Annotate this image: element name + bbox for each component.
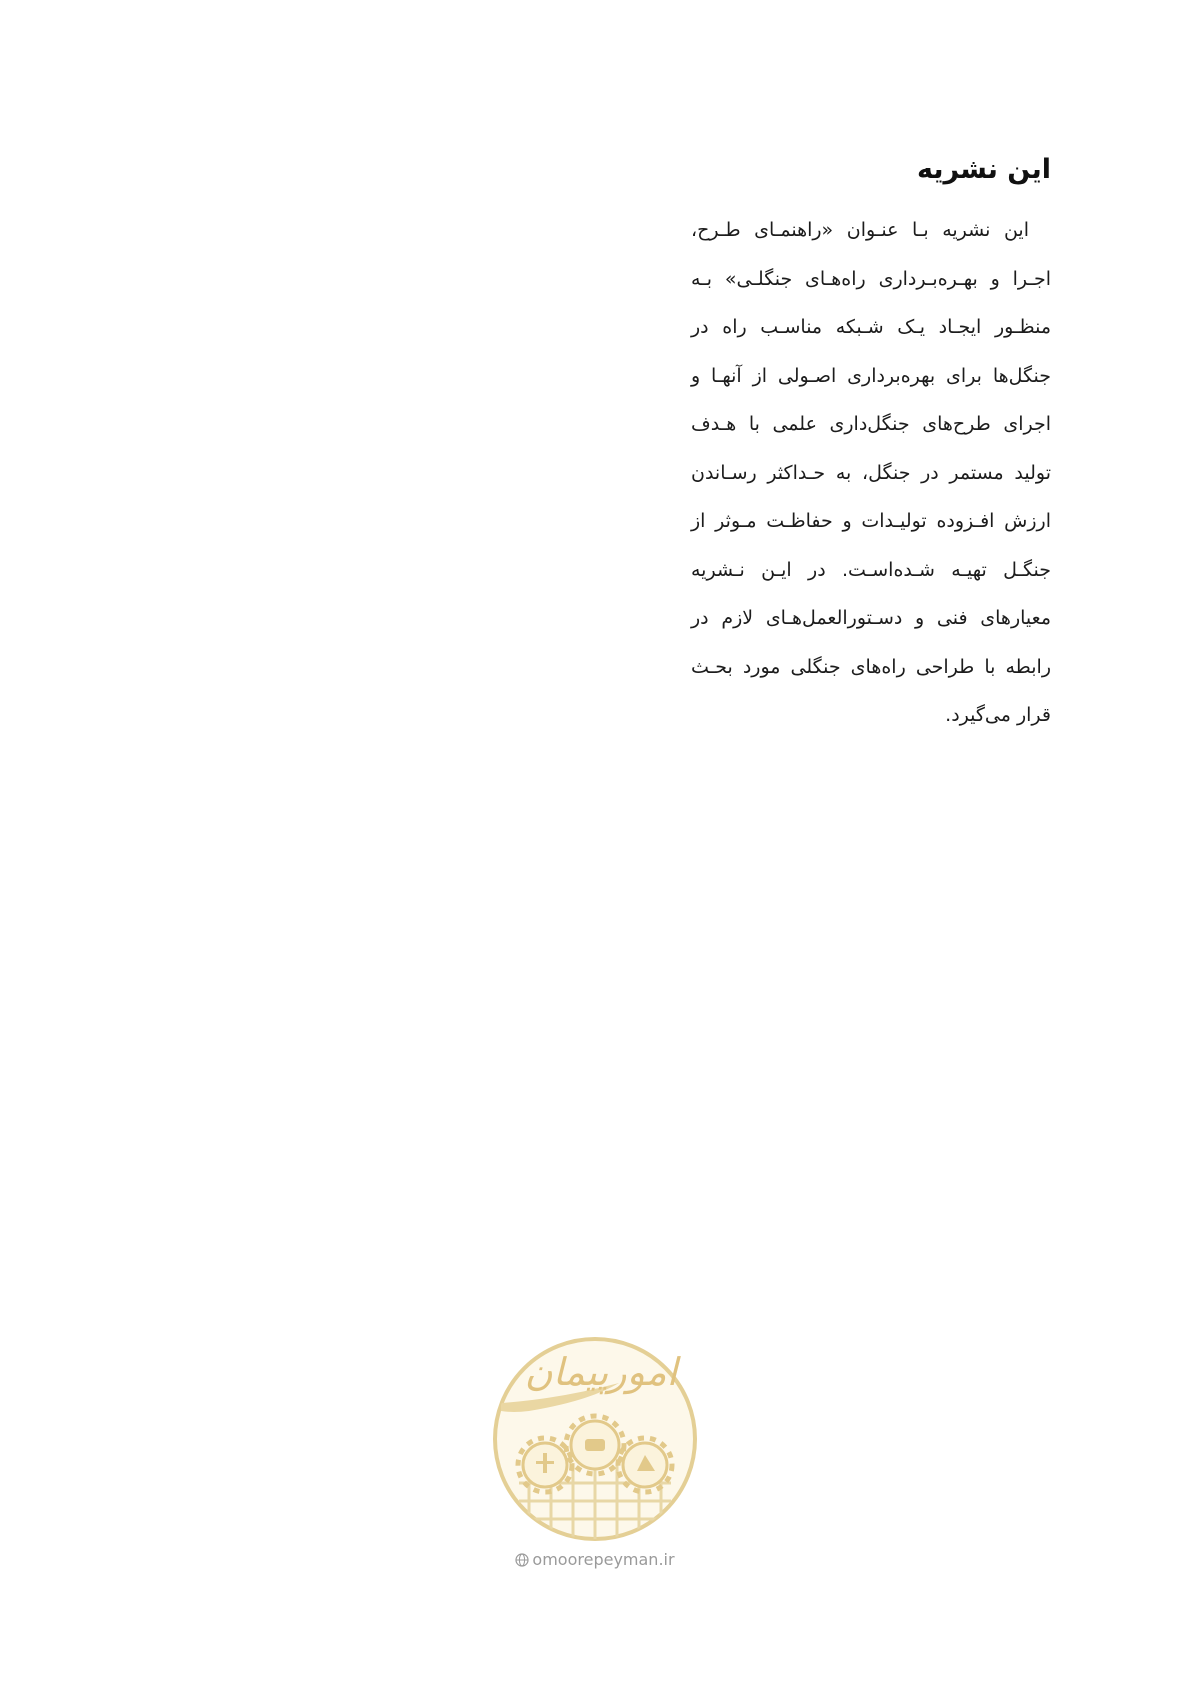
paragraph-line: منظـور ایجـاد یـک شـبکه مناسـب راه در — [691, 316, 1051, 338]
globe-icon — [515, 1553, 529, 1567]
paragraph-line: اجرای طرح‌های جنگل‌داری علمی با هـدف — [691, 413, 1051, 435]
paragraph-line: تولید مستمر در جنگل، به حـداکثر رسـاندن — [691, 461, 1051, 484]
watermark-logo — [489, 1333, 701, 1545]
paragraph-line: اجـرا و بهـره‌بـرداری راه‌هـای جنگلـی» بـه — [691, 267, 1051, 290]
watermark-url-text: omoorepeyman.ir — [532, 1550, 675, 1569]
paragraph-line: جنگل‌ها برای بهره‌برداری اصـولی از آنهـا و — [691, 364, 1051, 387]
paragraph-line: معیارهای فنی و دسـتورالعمل‌هـای لازم در — [691, 607, 1051, 629]
body-paragraph — [691, 206, 1051, 740]
page-heading: این نشریه — [916, 154, 1051, 185]
paragraph-line: جنگـل تهیـه شـده‌اسـت. در ایـن نـشریه — [691, 558, 1051, 581]
text-block — [691, 148, 1051, 740]
watermark-url — [489, 1550, 701, 1569]
paragraph-line: این نشریه بـا عنـوان «راهنمـای طـرح، — [691, 219, 1029, 241]
svg-text:امورپیمان: امورپیمان — [524, 1350, 678, 1394]
paragraph-line: ارزش افـزوده تولیـدات و حفاظـت مـوثر از — [691, 510, 1051, 532]
logo-emblem-icon — [489, 1333, 701, 1545]
paragraph-line: رابطه با طراحی راه‌های جنگلی مورد بحـث — [691, 655, 1051, 678]
paragraph-line: قرار می‌گیرد. — [945, 704, 1051, 726]
